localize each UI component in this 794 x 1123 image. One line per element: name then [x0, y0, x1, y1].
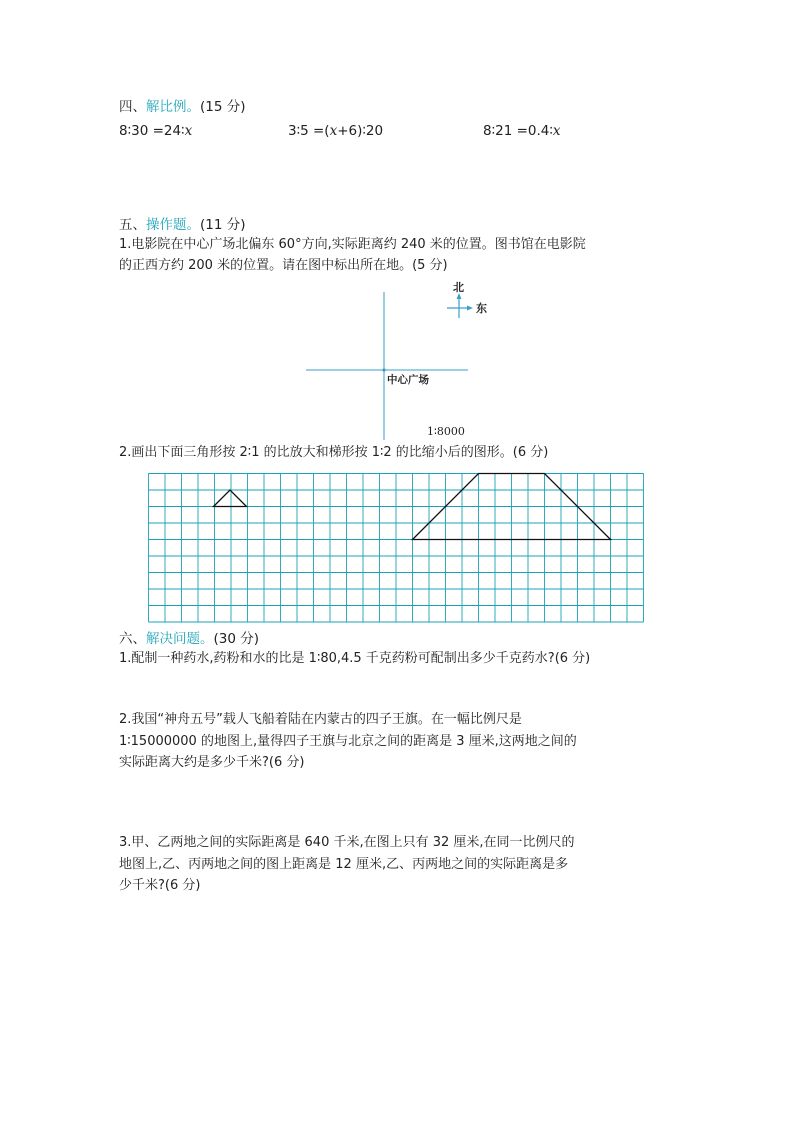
- equation-variable: x: [552, 123, 561, 139]
- equation-left: 8∶21 =0.4∶: [483, 123, 553, 139]
- scale-label: 1∶8000: [427, 425, 465, 438]
- triangle-shape: [214, 490, 247, 507]
- center-label: 中心广场: [387, 374, 429, 386]
- section-title: 解决问题。: [146, 631, 214, 647]
- question-6-3-line-2: 地图上,乙、丙两地之间的图上距离是 12 厘米,乙、丙两地之间的实际距离是多: [119, 857, 569, 872]
- section-score: (11 分): [200, 217, 246, 233]
- question-6-3-line-3: 少千米?(6 分): [119, 878, 201, 893]
- north-label: 北: [453, 281, 464, 294]
- section-6-heading: [119, 630, 259, 648]
- question-5-1-line-1: 1.电影院在中心广场北偏东 60°方向,实际距离约 240 米的位置。图书馆在电影院: [119, 237, 586, 252]
- section-score: (30 分): [213, 631, 260, 647]
- section-score: (15 分): [200, 99, 246, 115]
- east-label: 东: [476, 302, 487, 315]
- section-title: 解比例。: [146, 99, 200, 115]
- question-6-2-line-1: 2.我国“神舟五号”载人飞船着陆在内蒙古的四子王旗。在一幅比例尺是: [119, 712, 522, 727]
- question-5-2: 2.画出下面三角形按 2∶1 的比放大和梯形按 1∶2 的比缩小后的图形。(6 分): [119, 445, 549, 460]
- equation-right: +6)∶20: [337, 123, 384, 139]
- equation-variable: x: [329, 123, 338, 139]
- question-6-2-line-2: 1∶15000000 的地图上,量得四子王旗与北京之间的距离是 3 厘米,这两地之间的: [119, 734, 577, 749]
- question-6-1: 1.配制一种药水,药粉和水的比是 1∶80,4.5 千克药粉可配制出多少千克药水?(6 分): [119, 651, 591, 666]
- section-number: 六、: [119, 631, 146, 647]
- question-6-2-line-3: 实际距离大约是多少千米?(6 分): [119, 755, 305, 770]
- equation-left: 3∶5 =(: [288, 123, 330, 139]
- equation-left: 8∶30 =24∶: [119, 123, 185, 139]
- question-6-3-line-1: 3.甲、乙两地之间的实际距离是 640 千米,在图上只有 32 厘米,在同一比例尺的: [119, 835, 575, 850]
- question-5-1-line-2: 的正西方约 200 米的位置。请在图中标出所在地。(5 分): [119, 258, 448, 273]
- section-number: 四、: [119, 99, 146, 115]
- equation-variable: x: [184, 123, 193, 139]
- section-number: 五、: [119, 217, 146, 233]
- grid-lines: [149, 474, 644, 623]
- section-title: 操作题。: [146, 217, 200, 233]
